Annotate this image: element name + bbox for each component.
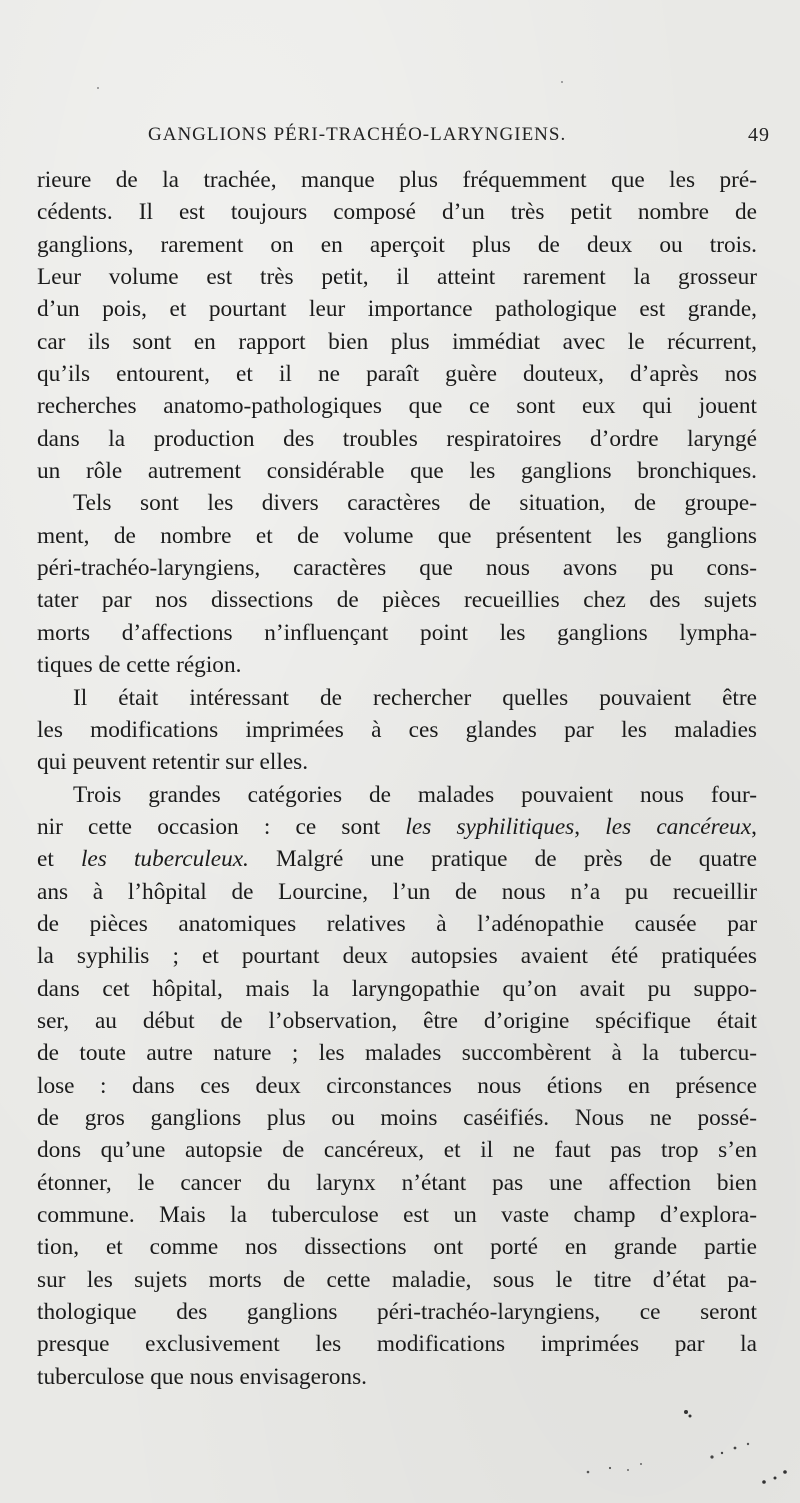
text-line: dans la production des troubles respiratoires d’ordre laryngé <box>37 425 757 452</box>
text-line: lose : dans ces deux circonstances nous étions en présence <box>37 1072 757 1099</box>
text-line: dons qu’une autopsie de cancéreux, et il ne faut pas trop s’en <box>37 1137 757 1164</box>
text-line: un rôle autrement considérable que les ganglions bronchiques. <box>37 458 757 485</box>
text-line: sur les sujets morts de cette maladie, sous le titre d’état pa- <box>37 1266 757 1293</box>
text-line: morts d’affections n’influençant point les ganglions lympha- <box>37 619 757 646</box>
body-text <box>37 164 757 1393</box>
text-line-mixed <box>37 843 757 875</box>
text-line: qu’ils entourent, et il ne paraît guère douteux, d’après nos <box>37 361 757 388</box>
text-line-mixed: nir cette occasion : ce sont les syphilitiques, les cancéreux, <box>37 813 757 840</box>
text-line: les modifications imprimées à ces glandes par les maladies <box>37 716 757 743</box>
text-line: tion, et comme nos dissections ont porté en grande partie <box>37 1234 757 1261</box>
text-line: cédents. Il est toujours composé d’un très petit nombre de <box>37 199 757 226</box>
text-line: tater par nos dissections de pièces recueillies chez des sujets <box>37 587 757 614</box>
text-line: ment, de nombre et de volume que présentent les ganglions <box>37 522 757 549</box>
text-line: étonner, le cancer du larynx n’étant pas une affection bien <box>37 1169 757 1196</box>
text-line: ser, au début de l’observation, être d’origine spécifique était <box>37 1007 757 1034</box>
running-title: GANGLIONS PÉRI-TRACHÉO-LARYNGIENS. <box>148 124 567 145</box>
text-line: Leur volume est très petit, il atteint rarement la grosseur <box>37 264 757 291</box>
text-segment: nir cette occasion : ce sont <box>37 813 381 840</box>
text-segment: Malgré une pratique de près de quatre <box>276 846 757 873</box>
text-line: car ils sont en rapport bien plus immédiat avec le récurrent, <box>37 328 757 355</box>
text-line: presque exclusivement les modifications imprimées par la <box>37 1331 757 1358</box>
text-line: Trois grandes catégories de malades pouvaient nous four- <box>73 781 757 808</box>
text-line: de toute autre nature ; les malades succombèrent à la tubercu- <box>37 1040 757 1067</box>
italic-phrase: les syphilitiques <box>405 813 575 840</box>
text-line: de gros ganglions plus ou moins caséifiés. Nous ne possé- <box>37 1104 757 1131</box>
text-line: péri-trachéo-laryngiens, caractères que nous avons pu cons- <box>37 555 757 582</box>
text-line: d’un pois, et pourtant leur importance pathologique est grande, <box>37 296 757 323</box>
text-line: la syphilis ; et pourtant deux autopsies avaient été pratiquées <box>37 943 757 970</box>
text-line: recherches anatomo-pathologiques que ce sont eux qui jouent <box>37 393 757 420</box>
text-line: Il était intéressant de rechercher quelles pouvaient être <box>73 684 757 711</box>
running-head <box>148 124 770 154</box>
text-line: de pièces anatomiques relatives à l’adénopathie causée par <box>37 910 757 937</box>
text-line: rieure de la trachée, manque plus fréquemment que les pré- <box>37 167 757 193</box>
text-line: commune. Mais la tuberculose est un vaste champ d’explora- <box>37 1202 757 1228</box>
text-line: Tels sont les divers caractères de situation, de groupe- <box>73 490 757 517</box>
text-line: tuberculose que nous envisagerons. <box>37 1363 367 1390</box>
italic-phrase: les cancéreux <box>605 813 752 840</box>
text-segment: et <box>37 846 54 873</box>
page-number: 49 <box>748 124 770 146</box>
text-line: ganglions, rarement on en aperçoit plus de deux ou trois. <box>37 231 757 258</box>
text-line: qui peuvent retentir sur elles. <box>37 749 309 776</box>
text-line: dans cet hôpital, mais la laryngopathie qu’on avait pu suppo- <box>37 975 757 1002</box>
italic-phrase: les tuberculeux. <box>80 846 249 873</box>
text-line: tiques de cette région. <box>37 652 242 679</box>
text-line: ans à l’hôpital de Lourcine, l’un de nous n’a pu recueillir <box>37 878 757 905</box>
text-line: thologique des ganglions péri-trachéo-laryngiens, ce seront <box>37 1299 757 1326</box>
